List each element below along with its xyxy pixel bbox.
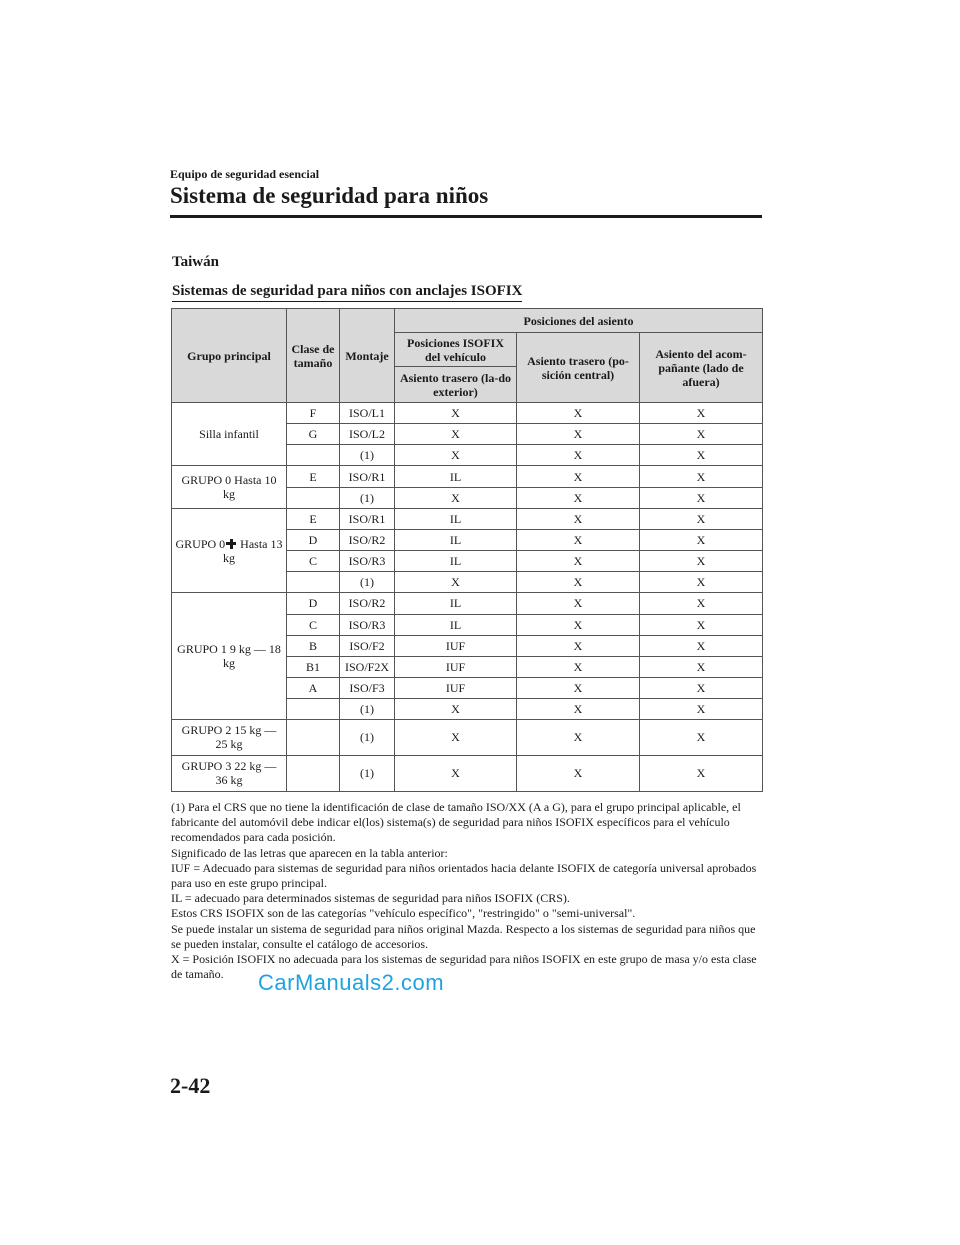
table-cell: ISO/R3 (340, 551, 395, 572)
note-paragraph: Significado de las letras que aparecen en la tabla anterior: (171, 845, 448, 860)
table-row (172, 508, 763, 529)
table-cell: ISO/R2 (340, 529, 395, 550)
table-cell: D (287, 593, 340, 614)
note-paragraph: IL = adecuado para determinados sistemas de seguridad para niños ISOFIX (CRS). (171, 891, 570, 906)
table-cell: X (640, 614, 763, 635)
isofix-table (171, 308, 763, 792)
table-cell: X (517, 720, 640, 755)
table-cell: X (517, 508, 640, 529)
table-cell: IUF (395, 635, 517, 656)
chapter-label: Equipo de seguridad esencial (170, 167, 320, 181)
table-cell: X (517, 445, 640, 466)
col-header-posiciones: Posiciones del asiento (395, 309, 763, 333)
table-cell: X (640, 529, 763, 550)
table-row (172, 403, 763, 424)
watermark-logo: CarManuals2.com (258, 970, 445, 995)
table-cell: (1) (340, 487, 395, 508)
group-cell: GRUPO 2 15 kg — 25 kg (172, 720, 287, 755)
col-header-trasero-central: Asiento trasero (po-sición central) (517, 333, 640, 403)
table-cell: X (517, 593, 640, 614)
plus-icon (226, 539, 236, 549)
table-cell: (1) (340, 720, 395, 755)
table-cell: A (287, 678, 340, 699)
table-cell: X (517, 678, 640, 699)
table-cell: E (287, 508, 340, 529)
table-cell: X (640, 551, 763, 572)
col-header-grupo: Grupo principal (172, 309, 287, 403)
table-cell: X (517, 551, 640, 572)
table-cell: X (517, 466, 640, 487)
table-row (172, 720, 763, 755)
table-cell: IL (395, 551, 517, 572)
table-cell (287, 445, 340, 466)
table-cell (287, 720, 340, 755)
table-cell: IUF (395, 656, 517, 677)
group-cell (172, 508, 287, 593)
col-header-montaje: Montaje (340, 309, 395, 403)
table-cell: X (517, 635, 640, 656)
table-cell (287, 572, 340, 593)
group-label: GRUPO 0 (175, 536, 226, 551)
table-cell: IL (395, 529, 517, 550)
table-cell: X (640, 755, 763, 791)
table-cell: X (640, 699, 763, 720)
table-cell: X (640, 635, 763, 656)
table-cell: X (640, 720, 763, 755)
table-cell: ISO/R1 (340, 508, 395, 529)
table-cell: X (640, 572, 763, 593)
note-paragraph: X = Posición ISOFIX no adecuada para los sistemas de seguridad para niños ISOFIX en este grupo de masa y/o esta clase de tamaño. (171, 952, 757, 982)
table-cell (287, 699, 340, 720)
table-cell: G (287, 424, 340, 445)
col-header-isofix-vehiculo: Posiciones ISOFIX del vehículo (395, 333, 517, 367)
col-header-clase: Clase de tamaño (287, 309, 340, 403)
group-cell: GRUPO 1 9 kg — 18 kg (172, 593, 287, 720)
table-cell: X (640, 678, 763, 699)
table-cell: X (517, 572, 640, 593)
title-rule (170, 215, 762, 218)
col-header-trasero-exterior: Asiento trasero (la-do exterior) (395, 367, 517, 403)
table-cell: X (395, 572, 517, 593)
table-cell: ISO/L1 (340, 403, 395, 424)
note-paragraph: (1) Para el CRS que no tiene la identificación de clase de tamaño ISO/XX (A a G), para el grupo principal aplicable, el fabricante del automóvil debe indicar el(los) sistema(s) de seguridad para niños ISOFIX específicos para el vehículo recomendados para cada posición. (171, 800, 741, 845)
table-cell: ISO/R2 (340, 593, 395, 614)
table-cell: F (287, 403, 340, 424)
table-cell: X (395, 445, 517, 466)
table-cell: (1) (340, 572, 395, 593)
table-cell: X (517, 424, 640, 445)
table-cell: X (517, 656, 640, 677)
table-cell: C (287, 551, 340, 572)
table-cell: E (287, 466, 340, 487)
table-cell: (1) (340, 755, 395, 791)
table-cell: X (640, 487, 763, 508)
table-cell: X (640, 508, 763, 529)
table-cell (287, 487, 340, 508)
note-paragraph: Estos CRS ISOFIX son de las categorías "vehículo específico", "restringido" o "semi-universal". (171, 906, 636, 921)
table-cell: X (395, 403, 517, 424)
table-cell: X (395, 720, 517, 755)
table-cell: ISO/R1 (340, 466, 395, 487)
table-cell: X (640, 424, 763, 445)
table-cell (287, 755, 340, 791)
table-cell: (1) (340, 699, 395, 720)
group-cell: Silla infantil (172, 403, 287, 466)
table-row (172, 466, 763, 487)
table-cell: ISO/R3 (340, 614, 395, 635)
table-cell: B1 (287, 656, 340, 677)
table-cell: X (517, 529, 640, 550)
group-label: Hasta 13 kg (223, 536, 283, 565)
region-heading: Taiwán (172, 254, 219, 270)
table-cell: X (395, 755, 517, 791)
table-cell: IUF (395, 678, 517, 699)
table-cell: ISO/F2X (340, 656, 395, 677)
table-row (172, 593, 763, 614)
table-cell: X (395, 699, 517, 720)
section-subtitle: Sistemas de seguridad para niños con anclajes ISOFIX (172, 283, 522, 302)
table-cell: X (640, 466, 763, 487)
table-cell: C (287, 614, 340, 635)
note-paragraph: IUF = Adecuado para sistemas de seguridad para niños orientados hacia delante ISOFIX de categoría universal aprobados para uso en este grupo principal. (171, 860, 757, 891)
table-cell: IL (395, 508, 517, 529)
table-cell: IL (395, 614, 517, 635)
table-cell: X (395, 424, 517, 445)
table-cell: X (640, 656, 763, 677)
table-cell: X (517, 487, 640, 508)
note-paragraph: Se puede instalar un sistema de seguridad para niños original Mazda. Respecto a los sistemas de seguridad para niños que se pueden instalar, consulte el catálogo de accesorios. (171, 921, 756, 951)
group-cell: GRUPO 3 22 kg — 36 kg (172, 755, 287, 791)
col-header-acompanante: Asiento del acom-pañante (lado de afuera) (640, 333, 763, 403)
table-cell: X (640, 403, 763, 424)
table-cell: X (640, 445, 763, 466)
table-cell: X (517, 614, 640, 635)
table-cell: X (517, 699, 640, 720)
table-cell: B (287, 635, 340, 656)
table-cell: IL (395, 593, 517, 614)
table-cell: X (395, 487, 517, 508)
table-cell: ISO/L2 (340, 424, 395, 445)
table-notes (171, 800, 766, 982)
table-cell: X (640, 593, 763, 614)
header-row (172, 309, 763, 333)
group-cell: GRUPO 0 Hasta 10 kg (172, 466, 287, 508)
table-cell: (1) (340, 445, 395, 466)
table-cell: X (517, 755, 640, 791)
table-cell: ISO/F2 (340, 635, 395, 656)
table-row (172, 755, 763, 791)
table-cell: IL (395, 466, 517, 487)
table-cell: D (287, 529, 340, 550)
table-cell: ISO/F3 (340, 678, 395, 699)
page-number: 2-42 (170, 1073, 211, 1098)
page-title: Sistema de seguridad para niños (170, 183, 489, 208)
table-cell: X (517, 403, 640, 424)
